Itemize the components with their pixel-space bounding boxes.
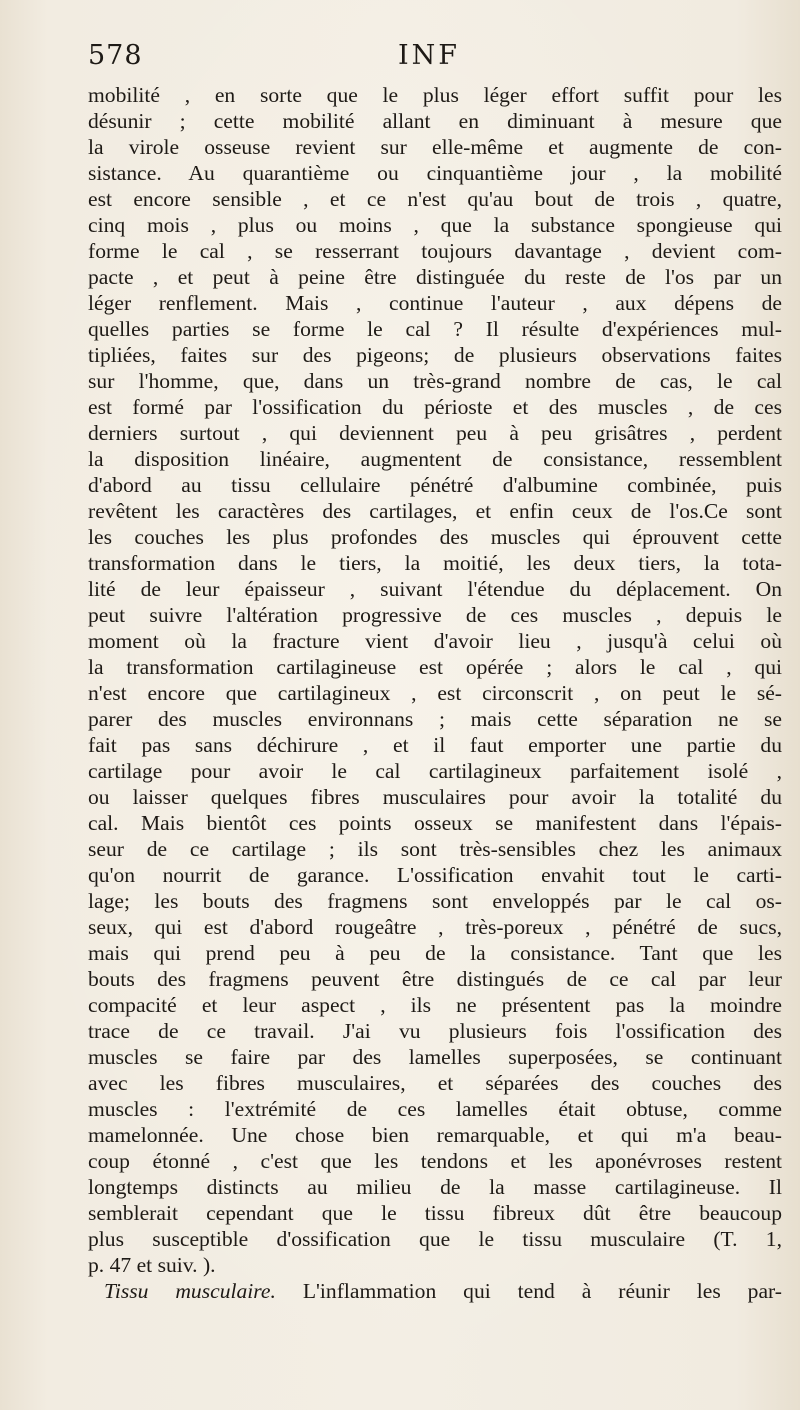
- text-line: cal. Mais bientôt ces points osseux se manifestent dans l'épais-: [88, 811, 782, 835]
- text-line: lage; les bouts des fragmens sont enveloppés par le cal os-: [88, 889, 782, 913]
- running-head: INF: [398, 40, 461, 71]
- text-line: mobilité , en sorte que le plus léger effort suffit pour les: [88, 83, 782, 107]
- text-line: trace de ce travail. J'ai vu plusieurs fois l'ossification des: [88, 1019, 782, 1043]
- text-line: la transformation cartilagineuse est opérée ; alors le cal , qui: [88, 655, 782, 679]
- text-line: est formé par l'ossification du périoste et des muscles , de ces: [88, 395, 782, 419]
- text-line: ou laisser quelques fibres musculaires pour avoir la totalité du: [88, 785, 782, 809]
- text-line: peut suivre l'altération progressive de ces muscles , depuis le: [88, 603, 782, 627]
- text-line: léger renflement. Mais , continue l'auteur , aux dépens de: [88, 291, 782, 315]
- text-line: fait pas sans déchirure , et il faut emporter une partie du: [88, 733, 782, 757]
- text-line: plus susceptible d'ossification que le tissu musculaire (T. 1,: [88, 1227, 782, 1251]
- text-line: lité de leur épaisseur , suivant l'étendue du déplacement. On: [88, 577, 782, 601]
- text-line: les couches les plus profondes des muscles qui éprouvent cette: [88, 525, 782, 549]
- text-line: quelles parties se forme le cal ? Il résulte d'expériences mul-: [88, 317, 782, 341]
- text-line: cartilage pour avoir le cal cartilagineux parfaitement isolé ,: [88, 759, 782, 783]
- text-line: d'abord au tissu cellulaire pénétré d'albumine combinée, puis: [88, 473, 782, 497]
- text-line: seux, qui est d'abord rougeâtre , très-poreux , pénétré de sucs,: [88, 915, 782, 939]
- text-line: parer des muscles environnans ; mais cette séparation ne se: [88, 707, 782, 731]
- text-line: la disposition linéaire, augmentent de consistance, ressemblent: [88, 447, 782, 471]
- text-line: muscles se faire par des lamelles superposées, se continuant: [88, 1045, 782, 1069]
- text-line: sistance. Au quarantième ou cinquantième jour , la mobilité: [88, 161, 782, 185]
- text-line: moment où la fracture vient d'avoir lieu , jusqu'à celui où: [88, 629, 782, 653]
- section-lead-italic: Tissu musculaire.: [104, 1279, 276, 1303]
- body-text: [88, 82, 782, 1304]
- text-line: transformation dans le tiers, la moitié, les deux tiers, la tota-: [88, 551, 782, 575]
- text-line: n'est encore que cartilagineux , est circonscrit , on peut le sé-: [88, 681, 782, 705]
- text-line: forme le cal , se resserrant toujours davantage , devient com-: [88, 239, 782, 263]
- text-line: tipliées, faites sur des pigeons; de plusieurs observations faites: [88, 343, 782, 367]
- text-line: bouts des fragmens peuvent être distingués de ce cal par leur: [88, 967, 782, 991]
- text-line: longtemps distincts au milieu de la masse cartilagineuse. Il: [88, 1175, 782, 1199]
- text-line: p. 47 et suiv. ).: [88, 1253, 216, 1277]
- text-line: est encore sensible , et ce n'est qu'au bout de trois , quatre,: [88, 187, 782, 211]
- text-line: seur de ce cartilage ; ils sont très-sensibles chez les animaux: [88, 837, 782, 861]
- text-line: muscles : l'extrémité de ces lamelles était obtuse, comme: [88, 1097, 782, 1121]
- text-line: compacité et leur aspect , ils ne présentent pas la moindre: [88, 993, 782, 1017]
- page-number: 578: [88, 40, 143, 71]
- text-line: mais qui prend peu à peu de la consistance. Tant que les: [88, 941, 782, 965]
- text-line: coup étonné , c'est que les tendons et les aponévroses restent: [88, 1149, 782, 1173]
- text-line: mamelonnée. Une chose bien remarquable, et qui m'a beau-: [88, 1123, 782, 1147]
- text-line: revêtent les caractères des cartilages, et enfin ceux de l'os.Ce sont: [88, 499, 782, 523]
- text-line: qu'on nourrit de garance. L'ossification envahit tout le carti-: [88, 863, 782, 887]
- text-line: pacte , et peut à peine être distinguée du reste de l'os par un: [88, 265, 782, 289]
- text-fragment: L'inflammation qui tend à réunir les par-: [275, 1279, 782, 1303]
- text-line: la virole osseuse revient sur elle-même et augmente de con-: [88, 135, 782, 159]
- text-line: semblerait cependant que le tissu fibreux dût être beaucoup: [88, 1201, 782, 1225]
- text-line: avec les fibres musculaires, et séparées des couches des: [88, 1071, 782, 1095]
- text-line: désunir ; cette mobilité allant en diminuant à mesure que: [88, 109, 782, 133]
- text-line: derniers surtout , qui deviennent peu à peu grisâtres , perdent: [88, 421, 782, 445]
- paragraph-start-line: [88, 1278, 782, 1304]
- text-line: sur l'homme, que, dans un très-grand nombre de cas, le cal: [88, 369, 782, 393]
- text-line: cinq mois , plus ou moins , que la substance spongieuse qui: [88, 213, 782, 237]
